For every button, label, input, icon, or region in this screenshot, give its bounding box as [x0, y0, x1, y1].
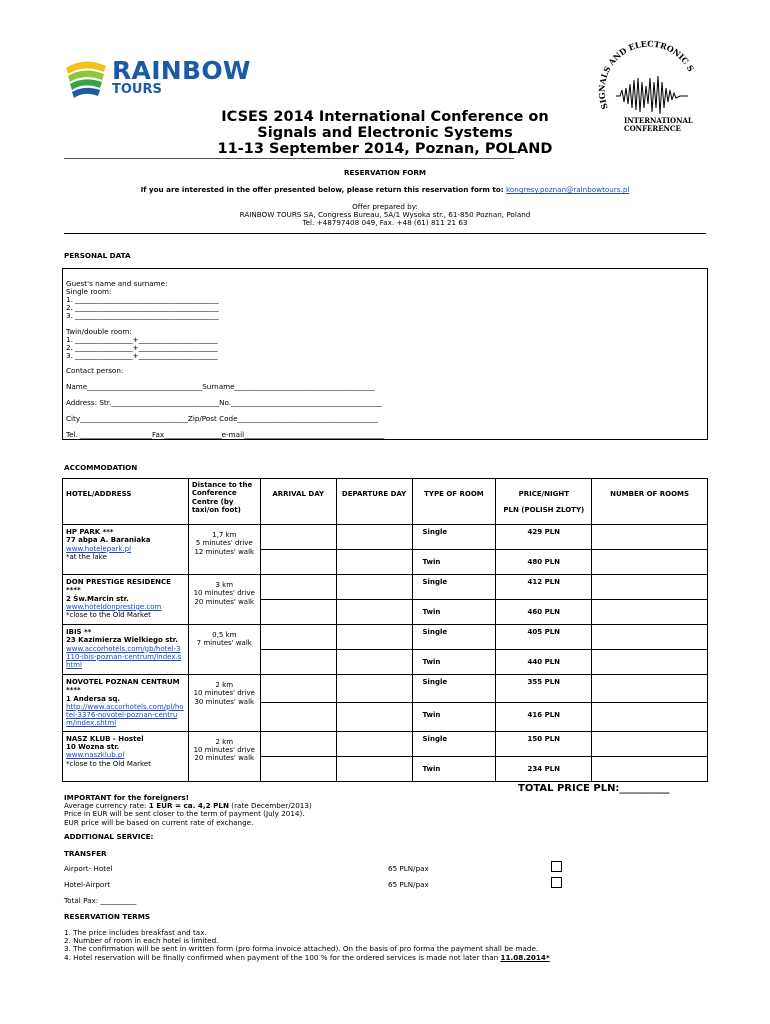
company-phone: Tel. +48797408 049, Fax. +48 (61) 811 21 63 — [302, 218, 468, 227]
number-of-rooms-input[interactable] — [592, 650, 708, 675]
departure-day-input[interactable] — [336, 703, 412, 731]
header-distance: Distance to the Conference Centre (by taxi/on foot) — [191, 481, 253, 515]
arrival-day-input[interactable] — [260, 703, 336, 731]
single-room-field-1[interactable]: 1. ________________________________________ — [66, 295, 219, 304]
room-type-cell — [412, 731, 496, 756]
transfer-hotel-airport-label: Hotel-Airport — [64, 880, 111, 889]
price-single: 412 PLN — [527, 578, 561, 586]
room-type-cell — [412, 650, 496, 675]
term-4-deadline: 11.08.2014* — [500, 952, 550, 962]
departure-day-input[interactable] — [336, 600, 412, 625]
transfer-airport-hotel-checkbox[interactable] — [551, 861, 562, 872]
price-cell — [496, 703, 592, 731]
total-price[interactable]: TOTAL PRICE PLN:__________ — [518, 783, 670, 794]
logo-subtitle: TOURS — [112, 82, 162, 97]
hotel-name: DON PRESTIGE RESIDENCE **** — [66, 578, 171, 595]
price-cell — [496, 600, 592, 625]
arrival-day-input[interactable] — [260, 525, 336, 550]
hotel-cell — [63, 525, 189, 575]
price-cell — [496, 650, 592, 675]
departure-day-input[interactable] — [336, 525, 412, 550]
room-type-single: Single — [422, 628, 448, 636]
hotel-distance-cell — [188, 575, 260, 625]
rainbow-tours-logo — [62, 58, 262, 100]
price-twin: 460 PLN — [527, 608, 561, 616]
address-field[interactable]: Address: Str.______________________________No.__________________________________________ — [66, 398, 382, 407]
departure-day-input[interactable] — [336, 575, 412, 600]
room-type-single: Single — [422, 734, 448, 743]
room-type-single: Single — [422, 528, 448, 536]
header-price: PRICE/NIGHT — [518, 490, 570, 498]
reservation-terms-list — [64, 929, 714, 962]
room-type-twin: Twin — [422, 608, 441, 616]
hotel-distance-cell — [188, 675, 260, 732]
hotel-distance: 3 km 10 minutes' drive 20 minutes' walk — [193, 581, 255, 606]
number-of-rooms-input[interactable] — [592, 675, 708, 703]
hotel-row-single — [63, 575, 708, 600]
hotel-row-single — [63, 625, 708, 650]
personal-data-heading: PERSONAL DATA — [64, 251, 131, 260]
hotel-note: *close to the Old Market — [66, 611, 151, 620]
room-type-cell — [412, 675, 496, 703]
hotel-name: NOVOTEL POZNAN CENTRUM **** — [66, 678, 180, 695]
price-cell — [496, 731, 592, 756]
number-of-rooms-input[interactable] — [592, 731, 708, 756]
departure-day-input[interactable] — [336, 675, 412, 703]
transfer-hotel-airport-price: 65 PLN/pax — [388, 880, 429, 889]
hotel-distance: 0,5 km 7 minutes' walk — [196, 631, 252, 648]
hotel-note: *close to the Old Market — [66, 759, 151, 768]
price-twin: 234 PLN — [527, 764, 561, 773]
single-room-field-3[interactable]: 3. ________________________________________ — [66, 311, 219, 320]
seal-arc-text: SIGNALS AND ELECTRONIC S — [596, 38, 697, 111]
transfer-hotel-airport-checkbox[interactable] — [551, 877, 562, 888]
hotel-address: 2 Św.Marcin str. — [66, 594, 129, 603]
number-of-rooms-input[interactable] — [592, 625, 708, 650]
contact-email-link[interactable]: kongresy.poznan@rainbowtours.pl — [505, 185, 630, 194]
room-type-cell — [412, 550, 496, 575]
price-single: 150 PLN — [527, 734, 561, 743]
number-of-rooms-input[interactable] — [592, 600, 708, 625]
rate-post: (rate December/2013) — [231, 801, 312, 811]
departure-day-input[interactable] — [336, 550, 412, 575]
hotel-cell — [63, 625, 189, 675]
price-cell — [496, 550, 592, 575]
hotel-name: IBIS ** — [66, 628, 92, 636]
twin-room-field-1[interactable]: 1. ________________+______________________ — [66, 335, 218, 344]
room-type-cell — [412, 756, 496, 781]
price-cell — [496, 625, 592, 650]
hotel-address: 1 Andersa sq. — [66, 694, 121, 703]
table-header-row — [63, 479, 708, 525]
conference-title-line1: ICSES 2014 International Conference on — [221, 109, 549, 125]
room-type-single: Single — [422, 678, 448, 686]
price-single: 355 PLN — [527, 678, 561, 686]
room-type-cell — [412, 525, 496, 550]
transfer-heading: TRANSFER — [64, 849, 107, 858]
arrival-day-input[interactable] — [260, 550, 336, 575]
room-type-cell — [412, 703, 496, 731]
arrival-day-input[interactable] — [260, 650, 336, 675]
hotel-address: 23 Kazimierza Wielkiego str. — [66, 636, 178, 645]
single-room-field-2[interactable]: 2. ________________________________________ — [66, 303, 219, 312]
hotel-website-link[interactable]: www.hotelepark.pl — [66, 544, 132, 553]
intro-instruction: If you are interested in the offer presented below, please return this reservation form to: — [140, 185, 504, 194]
logo-name: RAINBOW — [112, 56, 251, 85]
eur-price-note: Price in EUR will be sent closer to the term of payment (July 2014). — [64, 809, 305, 819]
twin-room-label: Twin/double room: — [66, 327, 132, 336]
hotel-row-single — [63, 525, 708, 550]
header-departure: DEPARTURE DAY — [341, 490, 407, 498]
name-surname-field[interactable]: Name________________________________Surname_______________________________________ — [66, 382, 375, 391]
section-divider — [64, 233, 706, 234]
number-of-rooms-input[interactable] — [592, 575, 708, 600]
room-type-twin: Twin — [422, 658, 441, 666]
arrival-day-input[interactable] — [260, 625, 336, 650]
header-arrival: ARRIVAL DAY — [272, 490, 325, 498]
company-address: RAINBOW TOURS SA, Congress Bureau, 5A/1 Wysoka str., 61-850 Poznan, Poland — [239, 210, 531, 219]
hotel-address: 10 Wozna str. — [66, 743, 120, 752]
hotel-distance-cell — [188, 525, 260, 575]
hotel-website-link[interactable]: www.hoteldonprestige.com — [66, 602, 162, 611]
number-of-rooms-input[interactable] — [592, 550, 708, 575]
intro-text — [64, 186, 706, 194]
number-of-rooms-input[interactable] — [592, 525, 708, 550]
transfer-airport-hotel-price: 65 PLN/pax — [388, 864, 429, 873]
hotel-row-single — [63, 731, 708, 756]
price-cell — [496, 756, 592, 781]
departure-day-input[interactable] — [336, 731, 412, 756]
arrival-day-input[interactable] — [260, 756, 336, 781]
room-type-single: Single — [422, 578, 448, 586]
hotel-website-link[interactable]: www.naszklub.pl — [66, 751, 125, 760]
room-type-cell — [412, 625, 496, 650]
single-room-label: Single room: — [66, 287, 112, 296]
hotel-note: *at the lake — [66, 552, 107, 561]
seal-line1: INTERNATIONAL — [624, 116, 693, 125]
price-twin: 480 PLN — [527, 558, 561, 566]
hotel-distance-cell — [188, 625, 260, 675]
twin-room-field-3[interactable]: 3. ________________+______________________ — [66, 351, 218, 360]
hotel-row-single — [63, 675, 708, 703]
room-type-twin: Twin — [422, 764, 441, 773]
header-hotel: HOTEL/ADDRESS — [66, 490, 132, 498]
price-single: 429 PLN — [527, 528, 561, 536]
number-of-rooms-input[interactable] — [592, 703, 708, 731]
arrival-day-input[interactable] — [260, 575, 336, 600]
room-type-twin: Twin — [422, 711, 441, 720]
term-3: 3. The confirmation will be sent in written form (pro forma invoice attached). On the basis of pro forma the payment shall be made. — [64, 944, 539, 954]
header-type: TYPE OF ROOM — [424, 490, 484, 498]
room-type-cell — [412, 600, 496, 625]
hotel-cell — [63, 675, 189, 732]
hotel-distance: 2 km 10 minutes' drive 30 minutes' walk — [193, 681, 255, 706]
accommodation-table — [62, 478, 708, 782]
twin-room-field-2[interactable]: 2. ________________+______________________ — [66, 343, 218, 352]
hotel-cell — [63, 731, 189, 781]
departure-day-input[interactable] — [336, 650, 412, 675]
room-type-cell — [412, 575, 496, 600]
conference-dates-location: 11-13 September 2014, Poznan, POLAND — [217, 141, 553, 157]
transfer-airport-hotel-label: Airport- Hotel — [64, 864, 113, 873]
rate-pre: Average currency rate: — [64, 801, 147, 811]
hotel-website-link[interactable]: www.accorhotels.com/gb/hotel-3110-ibis-poznan-centrum/index.shtml — [66, 644, 182, 670]
price-cell — [496, 675, 592, 703]
header-price-currency: PLN (POLISH ZLOTY) — [503, 506, 585, 514]
guest-label: Guest's name and surname: — [66, 279, 168, 288]
term-2: 2. Number of room in each hotel is limited. — [64, 936, 219, 946]
title-divider — [64, 158, 514, 159]
price-cell — [496, 575, 592, 600]
seal-line2: CONFERENCE — [624, 124, 681, 133]
additional-service-heading: ADDITIONAL SERVICE: — [64, 832, 154, 841]
important-section — [64, 794, 312, 827]
term-4 — [64, 954, 714, 962]
arrival-day-input[interactable] — [260, 675, 336, 703]
room-type-twin: Twin — [422, 558, 441, 566]
hotel-cell — [63, 575, 189, 625]
number-of-rooms-input[interactable] — [592, 756, 708, 781]
departure-day-input[interactable] — [336, 756, 412, 781]
tel-fax-email-field[interactable]: Tel. ____________________Fax________________e-mail_______________________________________ — [66, 430, 385, 439]
form-title: RESERVATION FORM — [343, 168, 427, 177]
hotel-distance: 2 km 10 minutes' drive 20 minutes' walk — [193, 737, 255, 763]
total-pax-field[interactable]: Total Pax: __________ — [64, 896, 137, 905]
term-4-text: 4. Hotel reservation will be finally confirmed when payment of the 100 % for the ordered services is made not later than — [64, 952, 499, 962]
contact-person-label: Contact person: — [66, 366, 124, 375]
arrival-day-input[interactable] — [260, 600, 336, 625]
departure-day-input[interactable] — [336, 625, 412, 650]
hotel-address: 77 abpa A. Baraniaka — [66, 536, 151, 545]
hotel-website-link[interactable]: http://www.accorhotels.com/pl/hotel-3376-novotel-poznan-centrum/index.shtml — [66, 702, 184, 728]
reservation-terms-heading: RESERVATION TERMS — [64, 912, 151, 921]
offer-prepared: Offer prepared by: — [352, 202, 418, 211]
hotel-name: HP PARK *** — [66, 528, 114, 536]
term-1: 1. The price includes breakfast and tax. — [64, 928, 207, 937]
rate-value: 1 EUR = ca. 4,2 PLN — [148, 801, 229, 811]
header-rooms: NUMBER OF ROOMS — [610, 490, 690, 498]
accommodation-heading: ACCOMMODATION — [64, 463, 138, 472]
hotel-distance-cell — [188, 731, 260, 781]
hotel-distance: 1,7 km 5 minutes' drive 12 minutes' walk — [194, 531, 255, 556]
price-twin: 416 PLN — [527, 711, 561, 720]
rainbow-logo-icon — [62, 58, 110, 100]
price-twin: 440 PLN — [527, 658, 561, 666]
price-cell — [496, 525, 592, 550]
important-heading: IMPORTANT for the foreigners! — [64, 793, 189, 802]
conference-title-line2: Signals and Electronic Systems — [257, 125, 513, 141]
hotel-name: NASZ KLUB - Hostel — [66, 734, 144, 743]
city-zip-field[interactable]: City______________________________Zip/Post Code_______________________________________ — [66, 414, 378, 423]
arrival-day-input[interactable] — [260, 731, 336, 756]
price-single: 405 PLN — [527, 628, 561, 636]
eur-rate-note: EUR price will be based on current rate of exchange. — [64, 817, 254, 827]
